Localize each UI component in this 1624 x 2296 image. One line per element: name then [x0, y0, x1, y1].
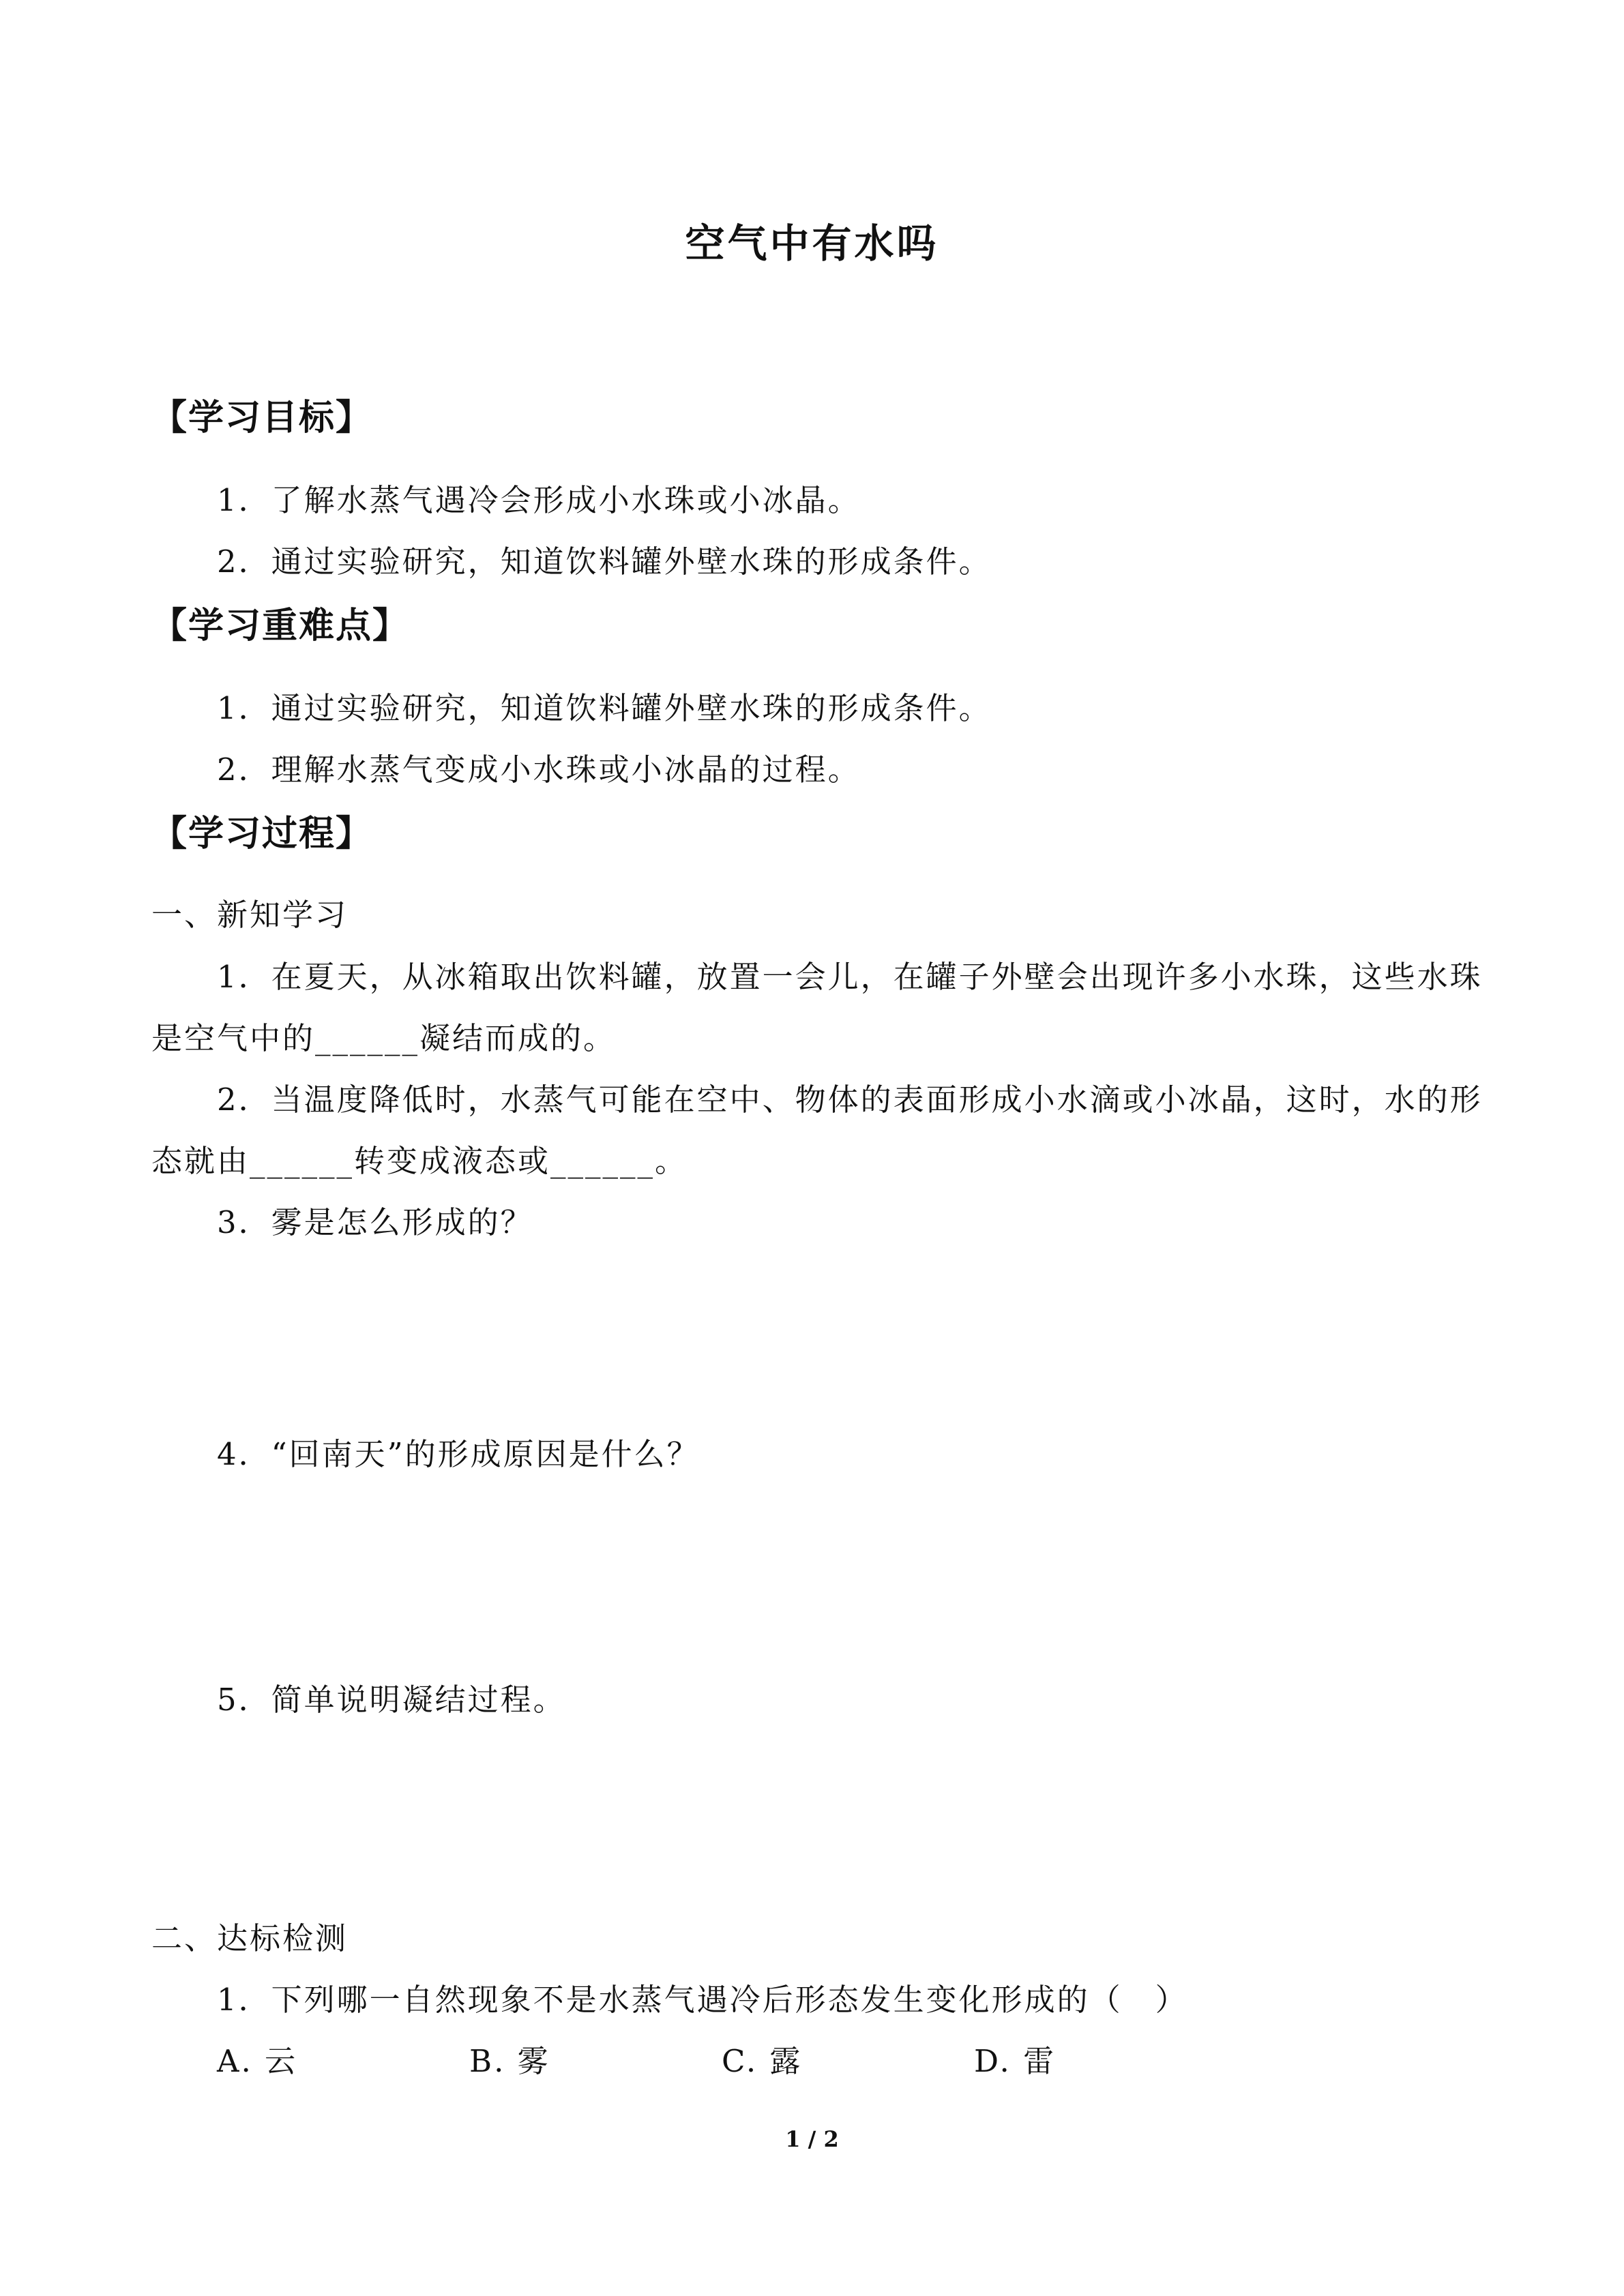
part1-heading: 一、新知学习: [151, 897, 349, 933]
part1-q1-line2: 是空气中的______凝结而成的。: [151, 1020, 617, 1056]
objective-item-2: 2．通过实验研究，知道饮料罐外壁水珠的形成条件。: [217, 543, 992, 580]
key-point-item-1: 1．通过实验研究，知道饮料罐外壁水珠的形成条件。: [217, 690, 992, 726]
process-heading: 【学习过程】: [151, 813, 373, 854]
part2-heading: 二、达标检测: [151, 1920, 349, 1956]
objective-item-1: 1．了解水蒸气遇冷会形成小水珠或小冰晶。: [217, 482, 861, 518]
objectives-heading: 【学习目标】: [151, 397, 373, 438]
key-point-item-2: 2．理解水蒸气变成小水珠或小冰晶的过程。: [217, 751, 861, 788]
part1-q1-line1: 1．在夏天，从冰箱取出饮料罐，放置一会儿，在罐子外壁会出现许多小水珠，这些水珠: [217, 959, 1483, 995]
part1-q3: 3．雾是怎么形成的？: [217, 1204, 533, 1240]
option-c: C. 露: [722, 2043, 803, 2079]
page-title: 空气中有水吗: [685, 220, 939, 267]
option-a: A. 云: [217, 2043, 298, 2079]
part1-q4: 4．“回南天”的形成原因是什么？: [217, 1436, 700, 1472]
option-d: D. 雷: [974, 2043, 1057, 2079]
part2-q1: 1．下列哪一自然现象不是水蒸气遇冷后形态发生变化形成的（ ）: [217, 1982, 1188, 2018]
part1-q5: 5．简单说明凝结过程。: [217, 1682, 566, 1718]
page-number: 1 / 2: [785, 2126, 839, 2152]
option-b: B. 雾: [469, 2043, 550, 2079]
part1-q2-line1: 2．当温度降低时，水蒸气可能在空中、物体的表面形成小水滴或小冰晶，这时，水的形: [217, 1082, 1483, 1118]
part1-q2-line2: 态就由______转变成液态或______。: [151, 1143, 688, 1179]
key-points-heading: 【学习重难点】: [151, 605, 410, 646]
